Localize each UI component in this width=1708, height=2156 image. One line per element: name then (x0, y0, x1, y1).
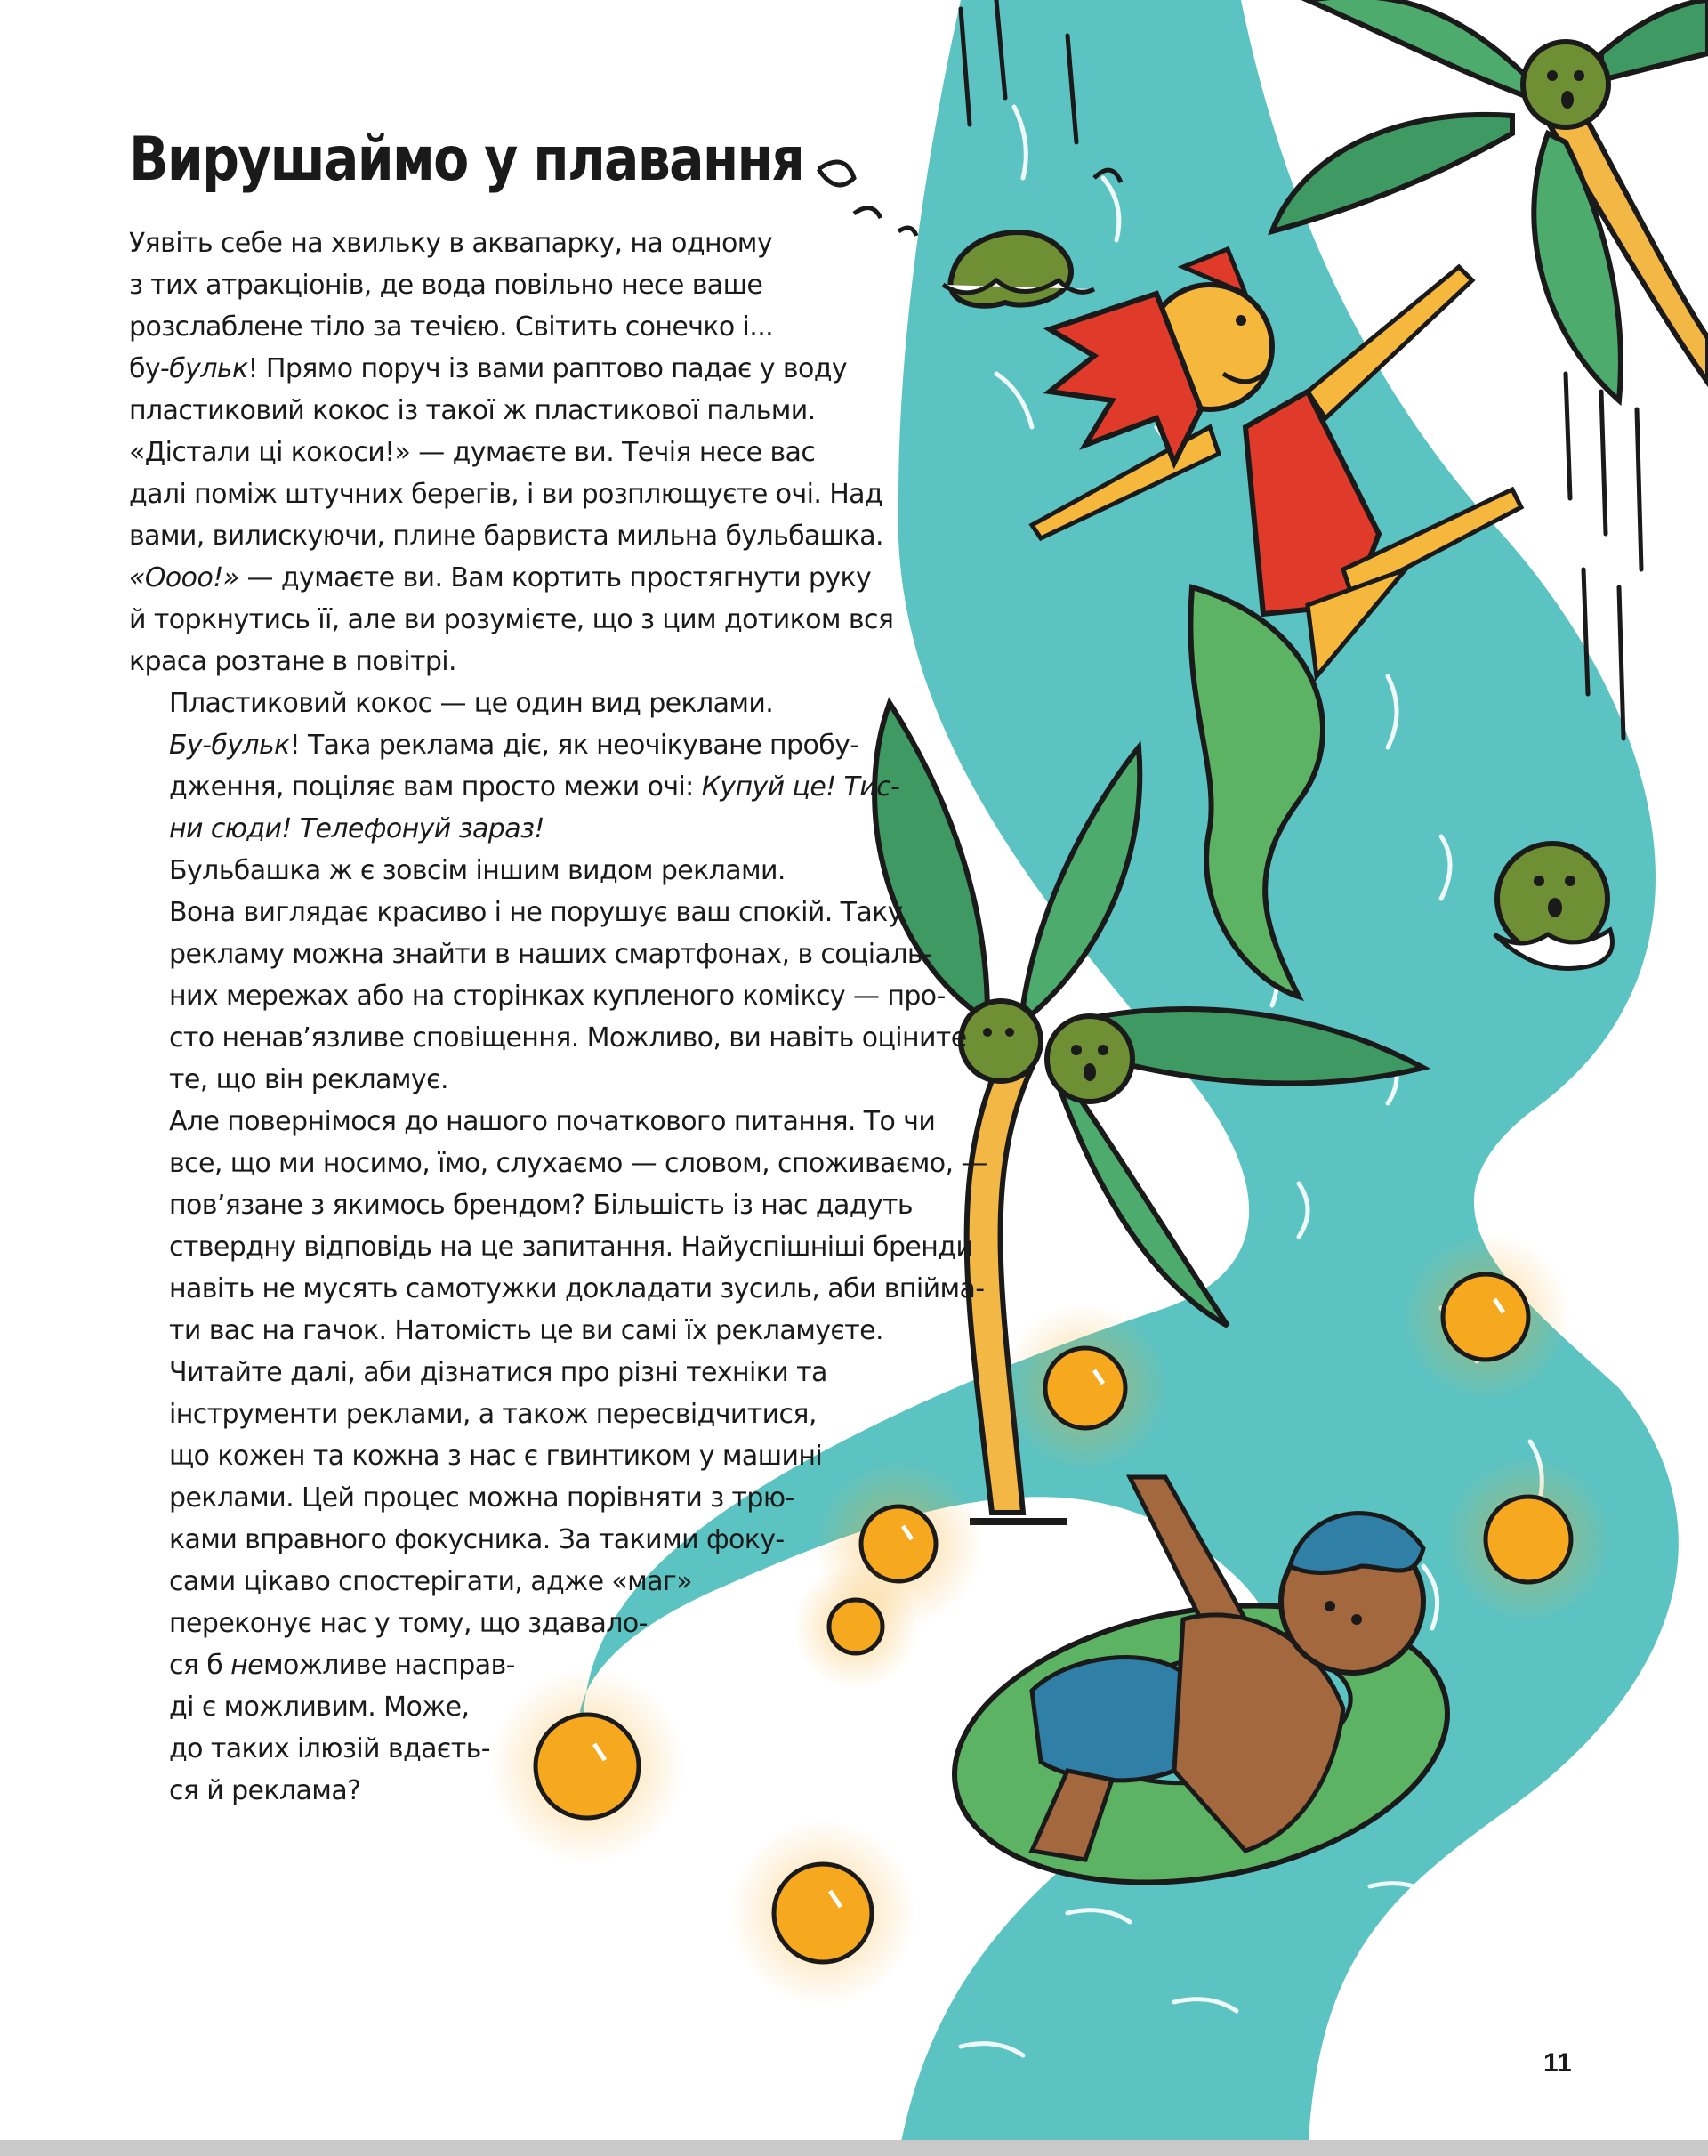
text-line (129, 390, 858, 432)
page-number: 11 (1543, 2048, 1572, 2078)
text-line (129, 933, 932, 975)
paragraph-4 (129, 1101, 987, 1352)
italic-run: не (230, 1650, 263, 1681)
text-run: з тих атракціонів, де вода повільно несе ваше (129, 270, 763, 301)
text-run: краса розтане в повітрі. (129, 646, 456, 677)
text-line (129, 1519, 858, 1561)
text-line (129, 1059, 858, 1101)
text-run: все, що ми носимо, їмо, слухаємо — словом, споживаємо, — (169, 1148, 987, 1179)
text-run: ся й реклама? (169, 1775, 361, 1806)
text-run: бу- (129, 353, 170, 384)
text-run: ! Прямо поруч із вами раптово падає у воду (247, 353, 848, 384)
text-run: Уявіть себе на хвильку в аквапарку, на одному (129, 228, 772, 259)
text-run: можливе насправ- (263, 1650, 515, 1681)
text-line (129, 1143, 987, 1184)
text-line (129, 1686, 858, 1728)
text-run: вами, вилискуючи, плине барвиста мильна бульбашка. (129, 521, 883, 552)
text-line (129, 1310, 883, 1352)
text-line (129, 1352, 858, 1393)
page-title: Вирушаймо у плавання (129, 125, 804, 195)
text-line (129, 473, 883, 515)
text-line (129, 348, 858, 390)
text-line (129, 1728, 858, 1770)
text-line (129, 1644, 858, 1686)
text-run: що кожен та кожна з нас є гвинтиком у машині (169, 1441, 823, 1472)
text-line (129, 1770, 858, 1812)
text-line (129, 1268, 985, 1310)
text-run: навіть не мусять самотужки докладати зусиль, аби впійма- (169, 1273, 985, 1304)
paragraph-1 (129, 222, 894, 682)
text-line (129, 682, 858, 724)
text-line (129, 724, 858, 766)
paragraph-2 (129, 682, 900, 850)
body-text (129, 222, 987, 1812)
text-run: Бульбашка ж є зовсім іншим видом реклами. (169, 855, 786, 886)
text-run: Пластиковий кокос — це один вид реклами. (169, 688, 774, 719)
text-run: Читайте далі, аби дізнатися про різні техніки та (169, 1357, 827, 1388)
text-run: них мережах або на сторінках купленого коміксу — про- (169, 981, 946, 1012)
text-run: ствердну відповідь на це запитання. Найуспішніші бренди (169, 1231, 973, 1263)
text-line (129, 1477, 858, 1519)
italic-run: бульк (169, 353, 248, 384)
text-line (129, 975, 946, 1017)
text-line (129, 1603, 858, 1644)
text-run: сто ненав’язливе сповіщення. Можливо, ви навіть оціните (169, 1022, 967, 1054)
text-line (129, 1226, 973, 1268)
text-line (129, 1561, 858, 1603)
text-run: ся б (169, 1650, 231, 1681)
italic-run: Бу-бульк (169, 730, 290, 761)
text-run: ! Така реклама діє, як неочікуване пробу- (289, 730, 859, 761)
text-line (129, 892, 903, 933)
text-line (129, 1101, 936, 1143)
text-run: реклами. Цей процес можна порівняти з трю- (169, 1482, 794, 1514)
text-run: до таких ілюзій вдаєть- (169, 1733, 490, 1764)
text-line (129, 766, 900, 808)
text-line (129, 306, 858, 348)
text-run: ді є можливим. Може, (169, 1692, 470, 1723)
text-line (129, 641, 858, 682)
text-run: й торкнутись її, але ви розумієте, що з цим дотиком вся (129, 604, 894, 635)
italic-run: Купуй це! Тис- (701, 771, 900, 803)
text-line (129, 850, 858, 892)
text-run: рекламу можна знайти в наших смартфонах, в соціаль- (169, 939, 932, 970)
text-line (129, 222, 858, 264)
text-run: дження, поціляє вам просто межи очі: (169, 771, 702, 803)
text-run: «Дістали ці кокоси!» — думаєте ви. Течія несе вас (129, 437, 816, 468)
text-line (129, 515, 883, 557)
text-line (129, 1393, 858, 1435)
paragraph-3 (129, 850, 967, 1101)
italic-run: ни сюди! Телефонуй зараз! (169, 813, 544, 844)
text-line (129, 808, 858, 850)
text-run: переконує нас у тому, що здавало- (169, 1608, 648, 1639)
text-run: пластиковий кокос із такої ж пластикової пальми. (129, 395, 816, 426)
text-run: пов’язане з якимось брендом? Більшість із нас дадуть (169, 1190, 914, 1221)
text-run: те, що він рекламує. (169, 1064, 448, 1095)
italic-run: «Оооо!» (129, 562, 239, 594)
text-line (129, 264, 858, 306)
text-run: інструменти реклами, а також пересвідчитися, (169, 1399, 817, 1430)
text-run: — думаєте ви. Вам кортить простягнути руку (238, 562, 872, 594)
text-run: далі поміж штучних берегів, і ви розплющуєте очі. Над (129, 479, 883, 510)
text-run: Але повернімося до нашого початкового питання. То чи (169, 1106, 936, 1137)
text-line (129, 432, 858, 473)
bottom-border (0, 2140, 1708, 2156)
text-line (129, 599, 894, 641)
text-line (129, 1017, 967, 1059)
text-run: сами цікаво спостерігати, адже «маг» (169, 1566, 692, 1597)
text-line (129, 557, 872, 599)
text-run: ками вправного фокусника. За такими фоку- (169, 1524, 785, 1555)
text-run: розслаблене тіло за течією. Світить сонечко і... (129, 311, 774, 343)
text-line (129, 1435, 858, 1477)
text-run: Вона виглядає красиво і не порушує ваш спокій. Таку (169, 897, 903, 928)
paragraph-5 (129, 1352, 858, 1812)
text-run: ти вас на гачок. Натомість це ви самі їх рекламуєте. (169, 1315, 883, 1346)
coconut-splash-right (1494, 844, 1613, 968)
text-line (129, 1184, 914, 1226)
